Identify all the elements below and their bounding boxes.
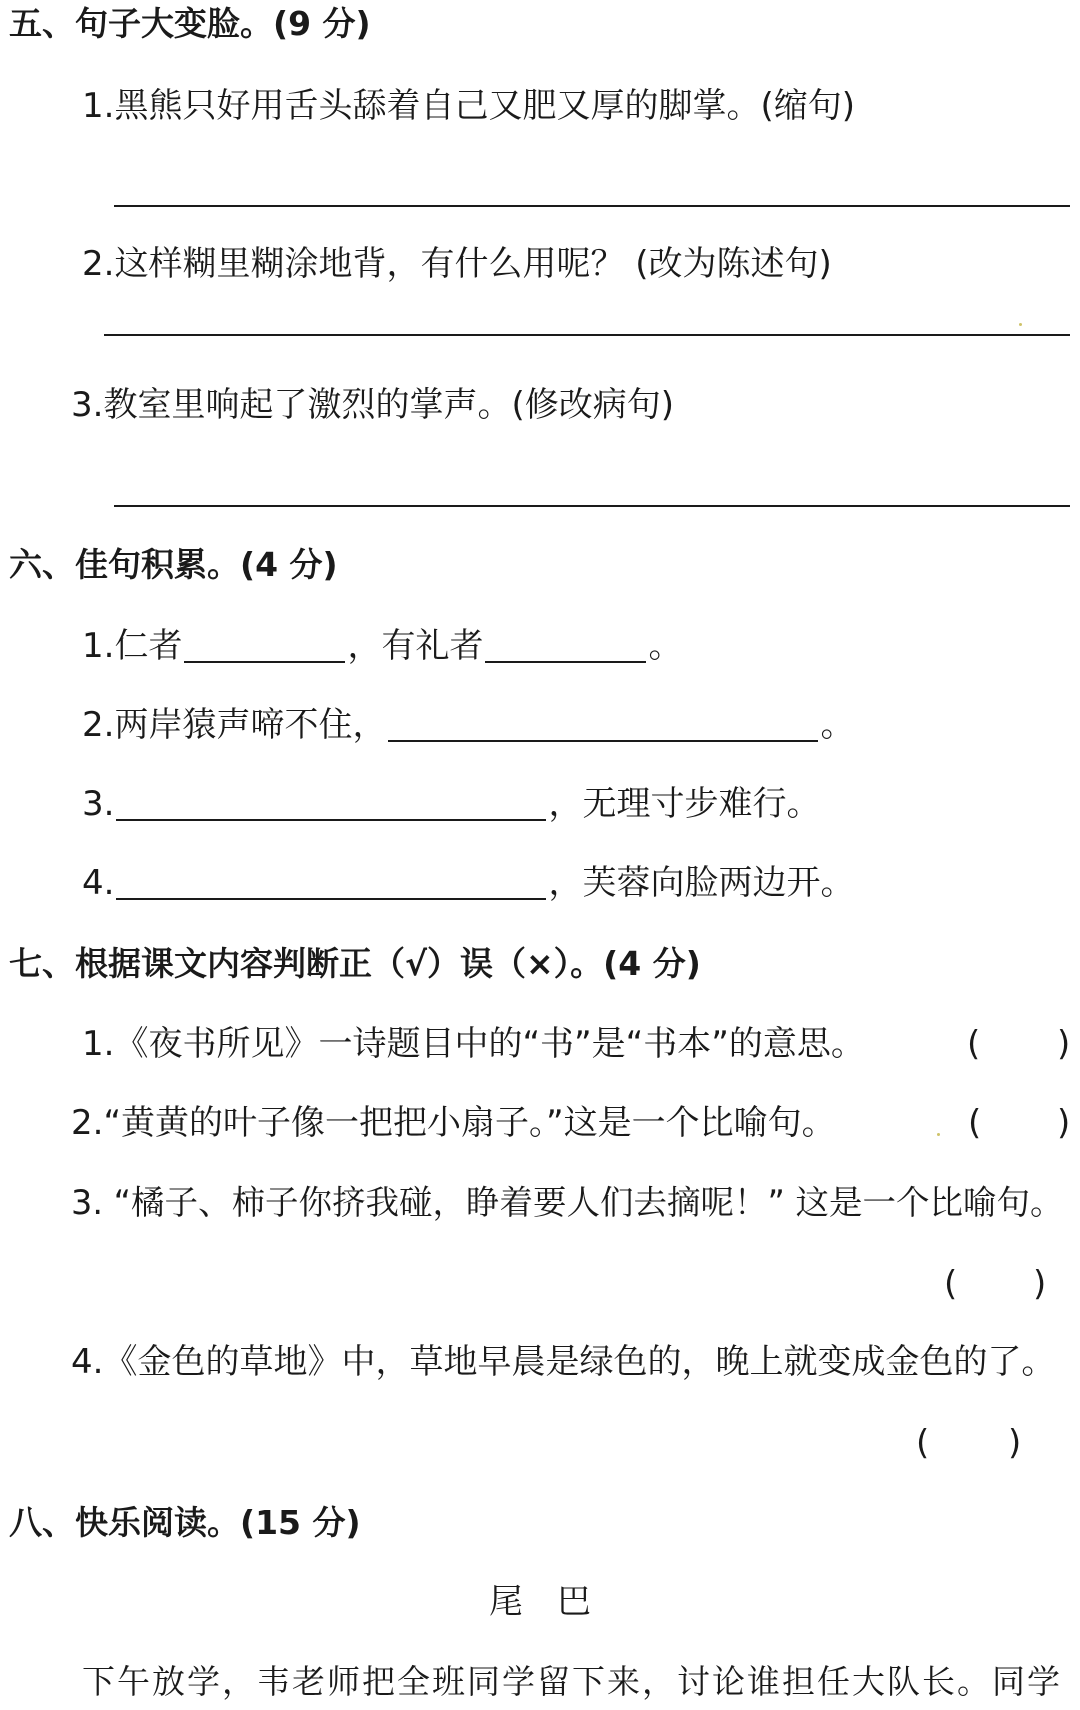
answer-line xyxy=(104,334,1070,336)
item-text: ，无理寸步难行。 xyxy=(548,784,821,824)
section-7-statement-4: 4.《金色的草地》中，草地早晨是绿色的，晚上就变成金色的了。 xyxy=(71,1342,1056,1382)
bracket-open: ( xyxy=(916,1423,930,1463)
section-6-item-3 xyxy=(82,782,1070,826)
bracket-open: ( xyxy=(968,1103,982,1143)
section-6-item-4 xyxy=(82,861,1070,905)
fill-in-blank xyxy=(485,631,646,663)
item-text: 。 xyxy=(648,626,683,666)
item-text: 1.仁者 xyxy=(82,626,183,666)
bracket-open: ( xyxy=(967,1024,981,1064)
section-6-item-2 xyxy=(82,703,1070,747)
scan-speck xyxy=(1019,323,1022,326)
answer-line xyxy=(114,505,1070,507)
section-5-question-1: 1.黑熊只好用舌头舔着自己又肥又厚的脚掌。(缩句) xyxy=(82,86,855,126)
section-7-title: 七、根据课文内容判断正（√）误（×）。(4 分) xyxy=(9,944,701,983)
bracket-open: ( xyxy=(944,1264,958,1304)
section-6-item-1 xyxy=(82,624,1070,668)
item-text: 3. xyxy=(82,784,115,824)
section-7-statement-2: 2.“黄黄的叶子像一把把小扇子。”这是一个比喻句。 xyxy=(71,1103,836,1143)
bracket-close: ) xyxy=(1057,1024,1071,1064)
section-5-title: 五、句子大变脸。(9 分) xyxy=(9,4,371,43)
item-text: ，芙蓉向脸两边开。 xyxy=(548,863,855,903)
passage-text-line: 下午放学，韦老师把全班同学留下来，讨论谁担任大队长。同学 xyxy=(82,1662,1062,1701)
section-5-question-2: 2.这样糊里糊涂地背，有什么用呢？ (改为陈述句) xyxy=(82,244,832,284)
item-text: ，有礼者 xyxy=(347,626,484,666)
scan-speck xyxy=(937,1133,940,1136)
section-7-statement-3: 3. “橘子、柿子你挤我碰，睁着要人们去摘呢！” 这是一个比喻句。 xyxy=(71,1183,1064,1222)
item-text: 4. xyxy=(82,863,115,903)
bracket-close: ) xyxy=(1008,1423,1022,1463)
bracket-close: ) xyxy=(1057,1103,1071,1143)
fill-in-blank xyxy=(116,868,546,900)
section-5-question-3: 3.教室里响起了激烈的掌声。(修改病句) xyxy=(71,385,674,425)
section-7-statement-1: 1.《夜书所见》一诗题目中的“书”是“书本”的意思。 xyxy=(82,1024,865,1064)
fill-in-blank xyxy=(184,631,345,663)
passage-title: 尾 巴 xyxy=(489,1582,591,1622)
fill-in-blank xyxy=(116,789,546,821)
fill-in-blank xyxy=(388,710,818,742)
section-6-title: 六、佳句积累。(4 分) xyxy=(9,545,338,584)
item-text: 。 xyxy=(820,705,855,745)
answer-line xyxy=(114,205,1070,207)
item-text: 2.两岸猿声啼不住， xyxy=(82,705,387,745)
bracket-close: ) xyxy=(1033,1264,1047,1304)
section-8-title: 八、快乐阅读。(15 分) xyxy=(9,1503,361,1542)
